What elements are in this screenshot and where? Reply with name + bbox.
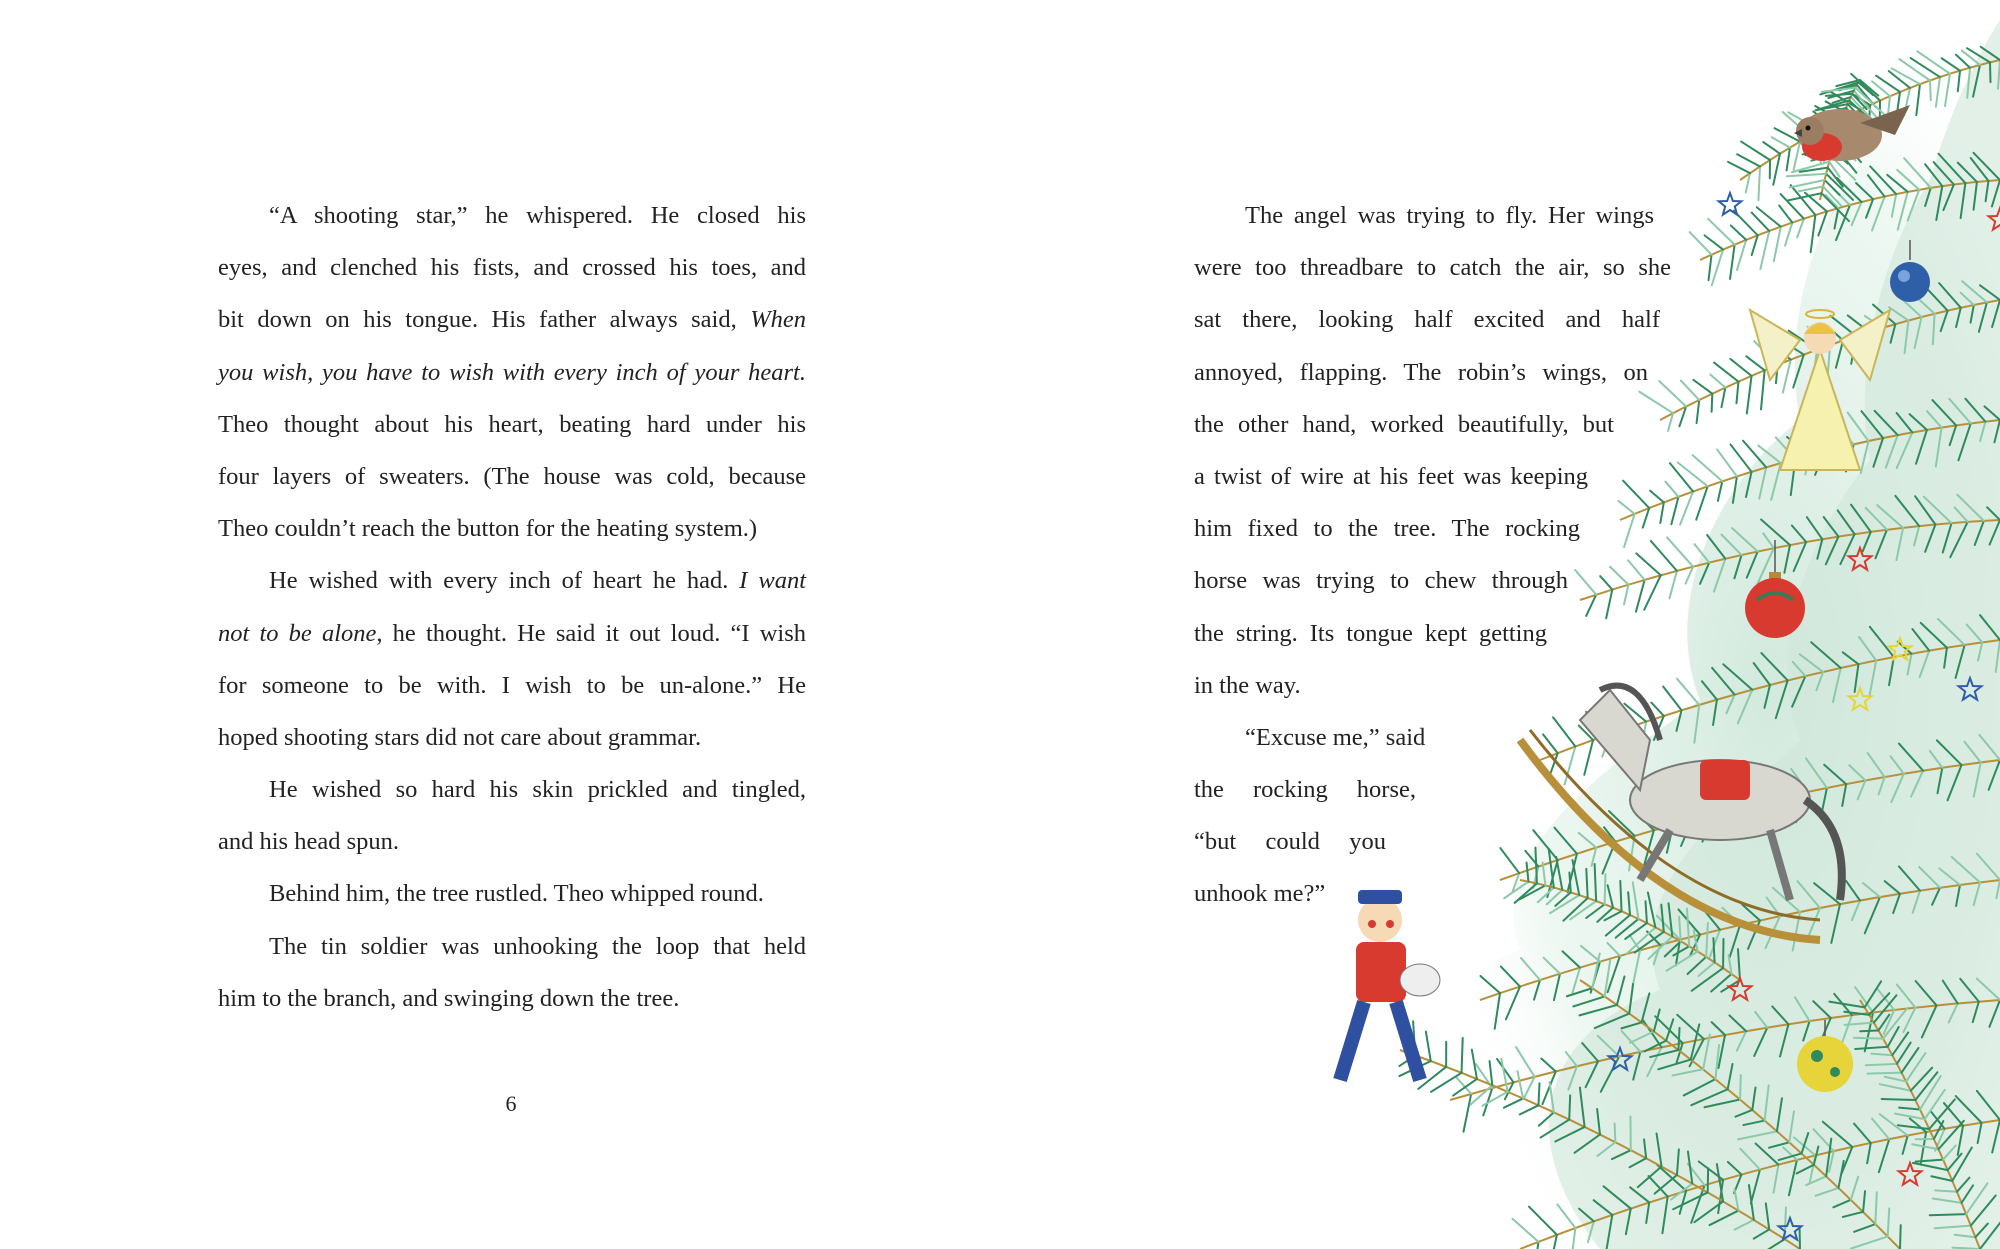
pine-needle bbox=[1575, 570, 1596, 595]
pine-needle bbox=[1659, 381, 1686, 406]
pine-needle bbox=[1620, 881, 1621, 911]
pine-needle bbox=[1500, 848, 1519, 873]
italic-text: you wish, you have to wish with every inch of your heart. bbox=[218, 358, 806, 386]
pine-needle bbox=[1705, 235, 1724, 249]
text-line bbox=[218, 347, 806, 399]
pine-needle bbox=[1772, 137, 1790, 147]
text-line bbox=[218, 608, 806, 660]
pine-needle bbox=[1721, 388, 1725, 408]
text-line bbox=[218, 555, 806, 607]
pine-needle bbox=[1693, 380, 1712, 394]
pine-needle bbox=[1584, 740, 1593, 775]
pine-needle bbox=[1747, 376, 1752, 414]
left-page-text bbox=[218, 190, 806, 1025]
text-run: The angel was trying to fly. Her wings bbox=[1245, 202, 1654, 229]
pine-needle bbox=[1714, 363, 1738, 382]
text-run: the rocking horse, bbox=[1194, 776, 1416, 804]
pine-needle bbox=[1615, 1124, 1616, 1143]
text-run: in the way. bbox=[1194, 671, 1301, 699]
pine-needle bbox=[1667, 537, 1693, 566]
pine-needle bbox=[1731, 225, 1746, 239]
pine-needle bbox=[1586, 869, 1587, 898]
pine-needle bbox=[1826, 94, 1852, 96]
text-run: Theo thought about his heart, beating hard under his bbox=[218, 410, 806, 438]
pine-needle bbox=[1867, 1073, 1901, 1074]
pine-needle bbox=[1665, 482, 1678, 497]
text-run: He wished with every inch of heart he had. bbox=[269, 567, 740, 595]
pine-needle bbox=[1610, 567, 1628, 585]
pine-needle bbox=[1866, 1064, 1897, 1065]
pine-needle bbox=[1779, 206, 1792, 223]
pine-needle bbox=[1787, 193, 1821, 200]
text-run: “Excuse me,” said bbox=[1245, 723, 1426, 751]
pine-needle bbox=[1624, 585, 1628, 605]
text-run: for someone to be with. I wish to be un-alone.” He bbox=[218, 671, 806, 699]
italic-text: not to be alone bbox=[218, 619, 377, 647]
text-run: , he thought. He said it out loud. “I wish bbox=[376, 619, 806, 647]
text-run: annoyed, flapping. The robin’s wings, on bbox=[1194, 358, 1648, 386]
pine-needle bbox=[1787, 174, 1826, 176]
pine-needle bbox=[1737, 240, 1746, 270]
italic-text: When bbox=[750, 306, 806, 334]
pine-needle bbox=[1678, 1028, 1679, 1050]
pine-needle bbox=[1728, 162, 1750, 173]
text-run: Behind him, the tree rustled. Theo whipped round. bbox=[269, 880, 764, 908]
text-run: and his head spun. bbox=[218, 828, 399, 856]
pine-needle bbox=[1740, 1075, 1741, 1099]
text-run: four layers of sweaters. (The house was cold, because bbox=[218, 462, 806, 490]
pine-needle bbox=[1760, 231, 1769, 269]
text-line bbox=[218, 399, 806, 451]
text-run: were too threadbare to catch the air, so she bbox=[1194, 254, 1671, 282]
text-line bbox=[218, 712, 806, 764]
text-run: bit down on his tongue. His father always said, bbox=[218, 306, 751, 334]
pine-needle bbox=[1696, 486, 1707, 519]
text-line bbox=[218, 764, 806, 816]
text-run: He wished so hard his skin prickled and tingled, bbox=[269, 776, 806, 804]
pine-needle bbox=[1875, 1192, 1876, 1224]
pine-needle bbox=[1671, 497, 1678, 524]
text-line bbox=[218, 973, 806, 1025]
pine-needle bbox=[1569, 872, 1570, 892]
text-line bbox=[218, 294, 806, 346]
text-line bbox=[218, 190, 806, 242]
pine-needle bbox=[1646, 901, 1647, 923]
pine-needle bbox=[1639, 392, 1673, 413]
pine-needle bbox=[1757, 207, 1781, 226]
pine-needle bbox=[1678, 462, 1708, 486]
text-run: Theo couldn’t reach the button for the heating system.) bbox=[218, 515, 758, 543]
pine-needle bbox=[1758, 167, 1760, 201]
pine-needle bbox=[1900, 1225, 1901, 1249]
pine-needle bbox=[1709, 255, 1712, 280]
text-run: unhook me?” bbox=[1194, 880, 1326, 908]
text-run: “A shooting star,” he whispered. He closed his bbox=[269, 202, 806, 229]
text-run: “but could you bbox=[1194, 828, 1386, 856]
pine-needle bbox=[1644, 575, 1661, 609]
pine-needle bbox=[1787, 148, 1790, 171]
pine-needle bbox=[1785, 223, 1792, 246]
pine-needle bbox=[1717, 449, 1737, 476]
text-line bbox=[218, 451, 806, 503]
pine-needle bbox=[1713, 938, 1714, 962]
pine-needle bbox=[1882, 1099, 1916, 1100]
pine-needle bbox=[1718, 481, 1722, 501]
pine-needle bbox=[1930, 81, 1931, 101]
pine-needle bbox=[1636, 580, 1645, 612]
pine-needle bbox=[1854, 1038, 1883, 1039]
pine-needle bbox=[1697, 400, 1700, 423]
pine-needle bbox=[1690, 232, 1712, 255]
pine-needle bbox=[1650, 491, 1664, 503]
pine-needle bbox=[1569, 1095, 1570, 1119]
text-run: hoped shooting stars did not care about grammar. bbox=[218, 723, 702, 751]
text-line bbox=[218, 921, 806, 973]
pine-needle bbox=[1623, 481, 1649, 508]
pine-needle bbox=[1737, 154, 1760, 166]
pine-needle bbox=[1600, 576, 1612, 589]
text-run: The tin soldier was unhooking the loop that held bbox=[269, 932, 806, 960]
pine-needle bbox=[1606, 590, 1612, 619]
text-run: eyes, and clenched his fists, and crossed his toes, and bbox=[218, 254, 806, 282]
pine-needle bbox=[1660, 502, 1664, 523]
text-run: horse was trying to chew through bbox=[1194, 567, 1568, 595]
pine-needle bbox=[1825, 180, 1840, 195]
page-number: 6 bbox=[505, 1091, 517, 1116]
christmas-tree-illustration bbox=[1100, 0, 2000, 1249]
pine-needle bbox=[1730, 444, 1751, 471]
pine-needle bbox=[1712, 394, 1713, 412]
star-flower-icon bbox=[1719, 193, 1742, 215]
pine-needle bbox=[1811, 215, 1816, 252]
pine-needle bbox=[1605, 874, 1606, 904]
pine-needle bbox=[1710, 374, 1725, 387]
pine-needle bbox=[1730, 245, 1735, 279]
pine-needle bbox=[1462, 1038, 1463, 1073]
pine-needle bbox=[1553, 717, 1575, 746]
text-line bbox=[218, 242, 806, 294]
pine-needle bbox=[1736, 382, 1738, 404]
pine-needle bbox=[1730, 359, 1751, 376]
pine-needle bbox=[1618, 501, 1634, 514]
text-run: the string. Its tongue kept getting bbox=[1194, 619, 1547, 647]
pine-needle bbox=[1663, 687, 1681, 711]
pine-needle bbox=[1681, 381, 1699, 400]
text-run: him fixed to the tree. The rocking bbox=[1194, 515, 1580, 543]
text-line bbox=[218, 816, 806, 868]
text-run: sat there, looking half excited and half bbox=[1194, 306, 1660, 334]
pine-needle bbox=[1935, 1190, 1957, 1191]
pine-needle bbox=[1799, 187, 1823, 192]
pine-needle bbox=[1538, 1083, 1539, 1105]
italic-text: I want bbox=[739, 567, 806, 595]
text-run: the other hand, worked beautifully, but bbox=[1194, 410, 1614, 438]
pine-needle bbox=[1761, 370, 1765, 409]
pine-needle bbox=[1624, 514, 1635, 547]
pine-needle bbox=[1746, 356, 1764, 370]
pine-needle bbox=[1783, 360, 1791, 393]
pine-needle bbox=[1763, 142, 1780, 154]
pine-needle bbox=[1628, 560, 1645, 580]
text-line bbox=[218, 660, 806, 712]
text-line bbox=[218, 503, 806, 555]
text-run: a twist of wire at his feet was keeping bbox=[1194, 462, 1588, 490]
pine-needle bbox=[1636, 553, 1660, 575]
text-line bbox=[218, 868, 806, 920]
text-run: him to the branch, and swinging down the tree. bbox=[218, 984, 680, 1012]
pine-needle bbox=[1860, 1030, 1878, 1031]
pine-needle bbox=[1930, 1214, 1966, 1215]
pine-needle bbox=[1670, 463, 1693, 491]
pine-needle bbox=[1712, 250, 1723, 286]
pine-needle bbox=[1669, 571, 1676, 598]
pine-needle bbox=[1774, 227, 1781, 262]
